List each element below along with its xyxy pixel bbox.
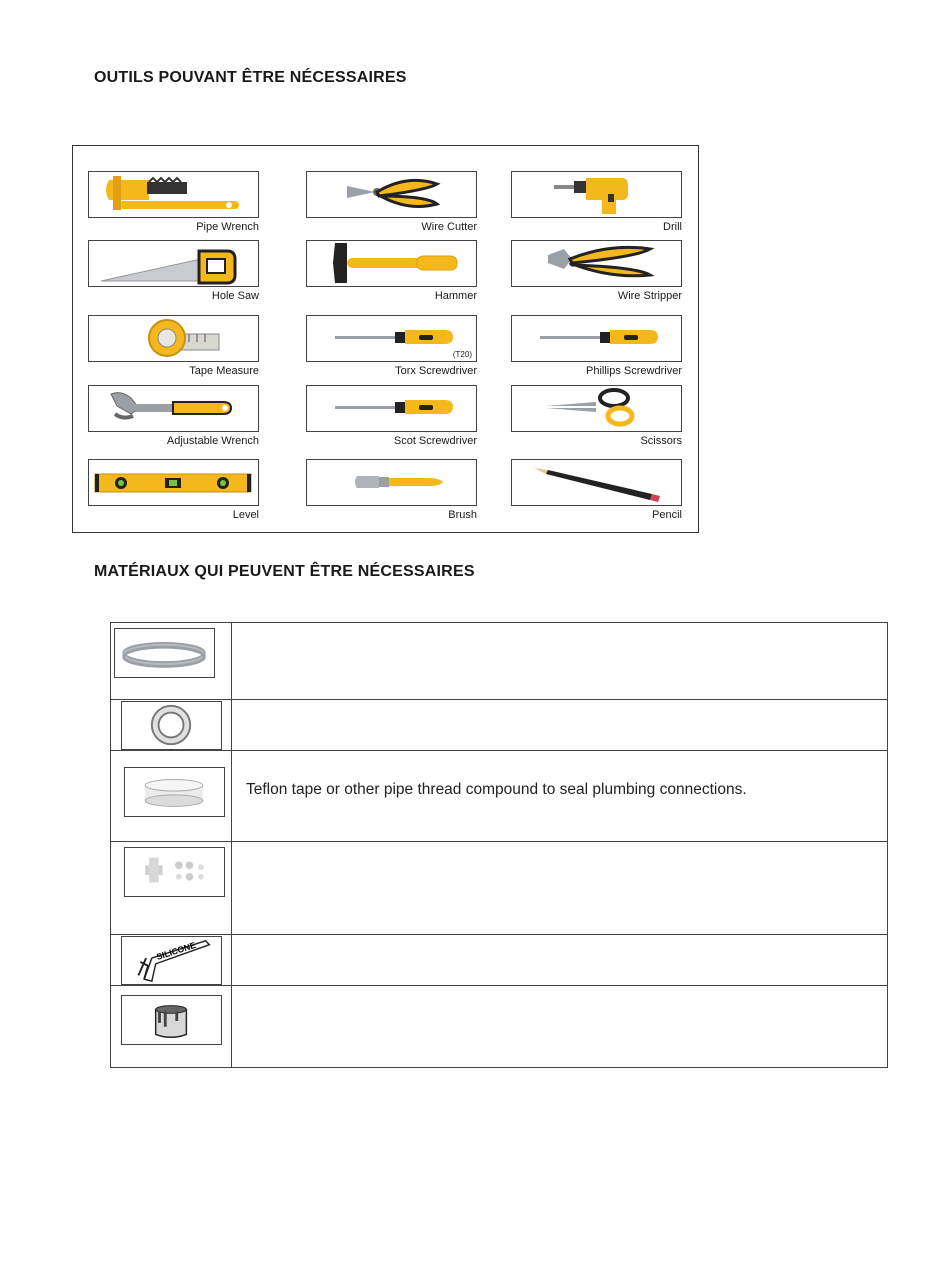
tool-slot-screwdriver xyxy=(306,385,477,447)
tool-label: Hammer xyxy=(434,290,477,302)
tool-pencil xyxy=(511,459,682,521)
tool-label: Scissors xyxy=(640,435,682,447)
material-row xyxy=(111,623,887,700)
lock-nut-icon xyxy=(122,702,221,749)
fittings-icon xyxy=(125,848,224,896)
adjustable-wrench-icon xyxy=(89,386,258,431)
tool-label: Tape Measure xyxy=(189,365,259,377)
tool-torx-screwdriver xyxy=(306,315,477,377)
material-row xyxy=(111,935,887,986)
teflon-tape-icon xyxy=(125,768,224,816)
tool-label: Scot Screwdriver xyxy=(393,435,477,447)
material-row xyxy=(111,986,887,1067)
tool-level xyxy=(88,459,259,521)
tape-measure-icon xyxy=(89,316,258,361)
drill-icon xyxy=(512,172,681,217)
tool-phillips-screwdriver xyxy=(511,315,682,377)
tool-brush xyxy=(306,459,477,521)
material-text: Teflon tape or other pipe thread compound to seal plumbing connections. xyxy=(246,781,747,798)
level-icon xyxy=(89,460,258,505)
hammer-icon xyxy=(307,241,476,286)
tool-label: Phillips Screwdriver xyxy=(586,365,682,377)
material-row xyxy=(111,700,887,751)
pencil-icon xyxy=(512,460,681,505)
tool-hammer xyxy=(306,240,477,302)
tool-label: Wire Stripper xyxy=(617,290,682,302)
hole-saw-icon xyxy=(89,241,258,286)
torx-size-note: (T20) xyxy=(452,350,472,359)
torx-screwdriver-icon xyxy=(307,316,476,361)
tool-wire-cutter xyxy=(306,171,477,233)
tool-tape-measure xyxy=(88,315,259,377)
silicone-caulk-icon xyxy=(122,937,221,984)
paint-can-icon xyxy=(122,996,221,1044)
wire-cutter-icon xyxy=(307,172,476,217)
tool-scissors xyxy=(511,385,682,447)
tool-label: Hole Saw xyxy=(211,290,259,302)
tool-hole-saw xyxy=(88,240,259,302)
tool-adjustable-wrench xyxy=(88,385,259,447)
materials-table xyxy=(110,622,888,1068)
tool-label: Drill xyxy=(663,221,682,233)
phillips-screwdriver-icon xyxy=(512,316,681,361)
slot-screwdriver-icon xyxy=(307,386,476,431)
tool-label: Wire Cutter xyxy=(421,221,477,233)
tool-drill xyxy=(511,171,682,233)
silicone-thumb-text: SILICONE xyxy=(155,939,197,962)
pipe-wrench-icon xyxy=(89,172,258,217)
tool-wire-stripper xyxy=(511,240,682,302)
materials-heading: MATÉRIAUX QUI PEUVENT ÊTRE NÉCESSAIRES xyxy=(94,563,475,580)
tool-label: Level xyxy=(232,509,259,521)
tool-label: Brush xyxy=(448,509,477,521)
tool-label: Torx Screwdriver xyxy=(395,365,477,377)
wire-stripper-icon xyxy=(512,241,681,286)
tool-pipe-wrench xyxy=(88,171,259,233)
tool-label: Adjustable Wrench xyxy=(166,435,259,447)
brush-icon xyxy=(307,460,476,505)
scissors-icon xyxy=(512,386,681,431)
material-row xyxy=(111,751,887,842)
tools-panel xyxy=(72,145,699,533)
tubing-coil-icon xyxy=(115,629,214,677)
tool-label: Pipe Wrench xyxy=(196,221,259,233)
material-row xyxy=(111,842,887,935)
tools-heading: OUTILS POUVANT ÊTRE NÉCESSAIRES xyxy=(94,69,407,86)
tool-label: Pencil xyxy=(652,509,682,521)
